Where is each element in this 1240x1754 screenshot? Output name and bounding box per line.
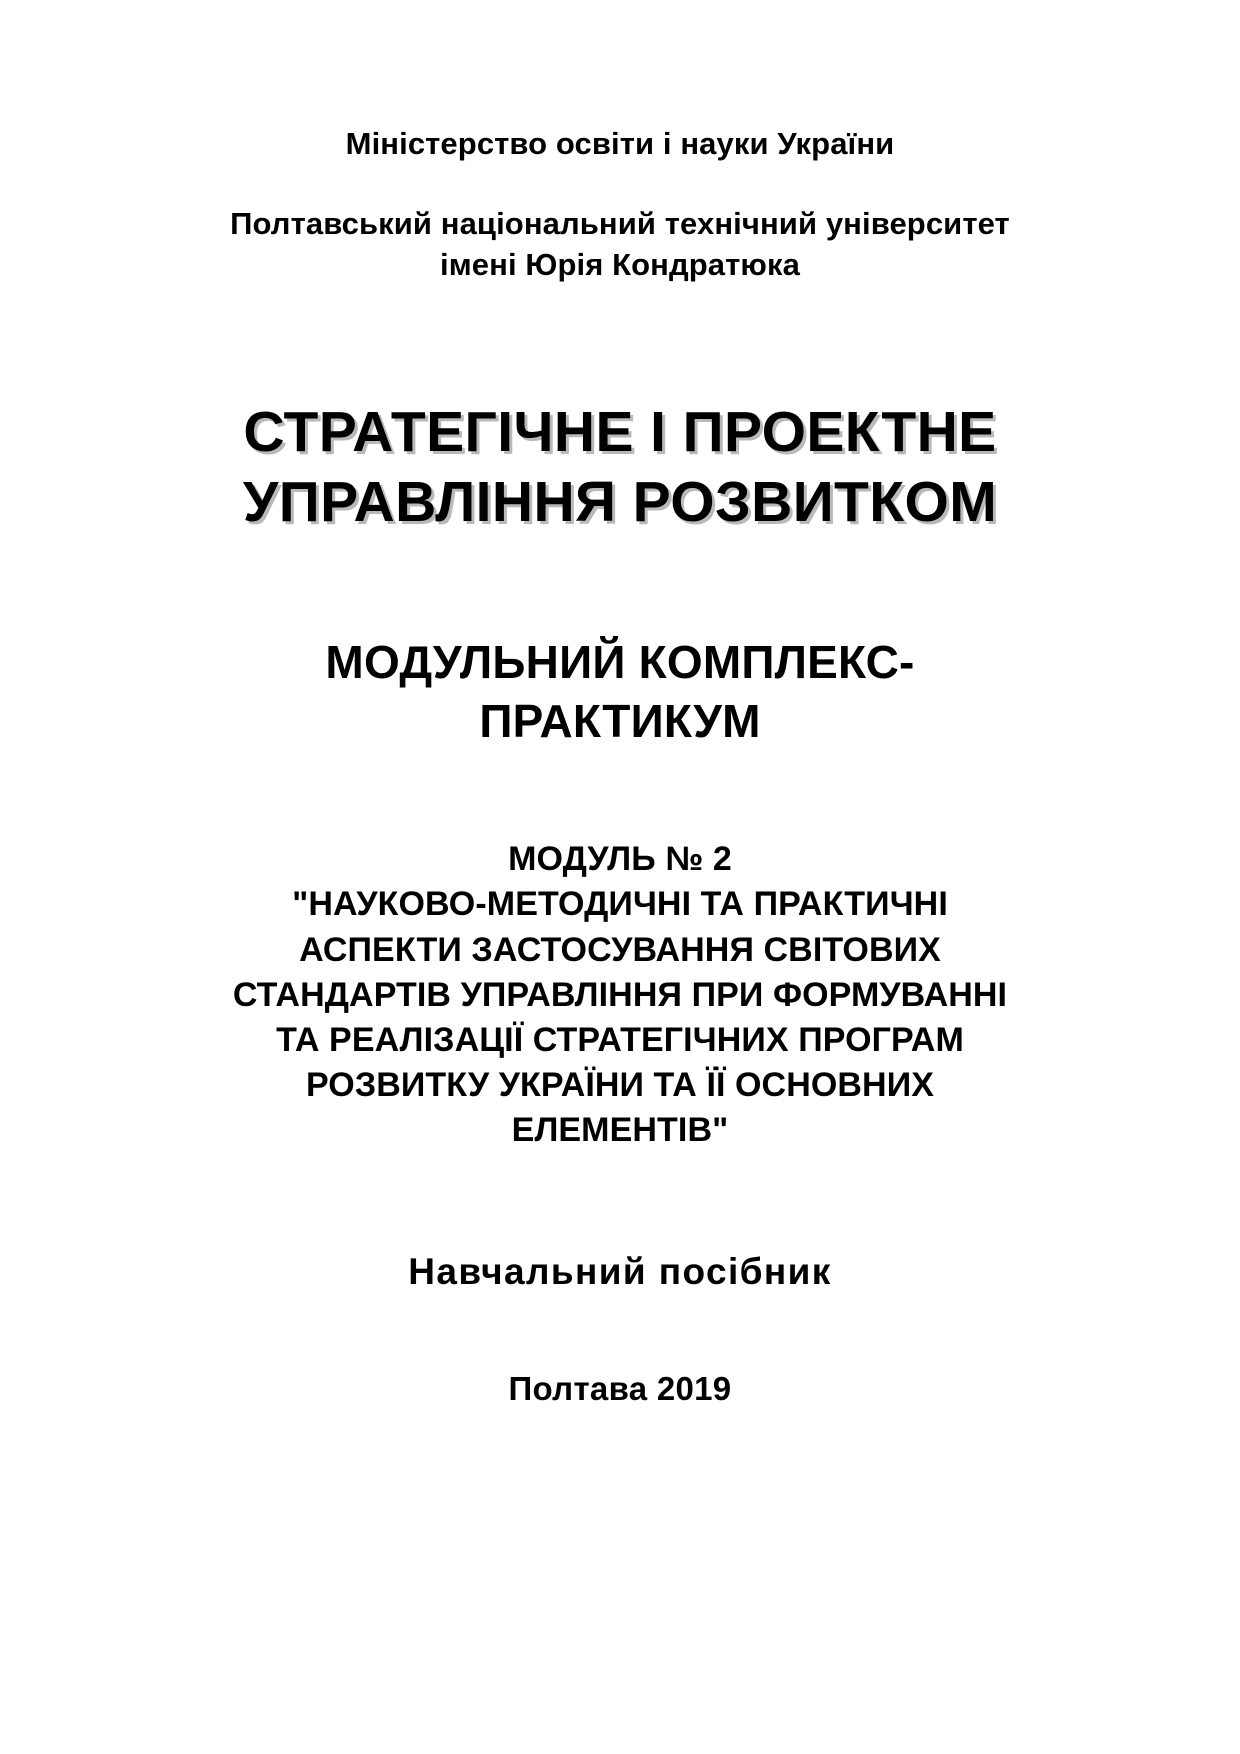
complex-subtitle <box>110 633 1130 751</box>
module-name-line: РОЗВИТКУ УКРАЇНИ ТА ЇЇ ОСНОВНИХ <box>305 1066 935 1105</box>
ministry-block <box>110 0 1130 163</box>
page-title <box>110 398 1130 537</box>
module-name-line: ТА РЕАЛІЗАЦІЇ СТРАТЕГІЧНИХ ПРОГРАМ <box>276 1020 964 1059</box>
module-name-line: ЕЛЕМЕНТІВ" <box>511 1111 729 1150</box>
complex-subtitle-line-2: ПРАКТИКУМ <box>479 695 761 748</box>
module-name-line: АСПЕКТИ ЗАСТОСУВАННЯ СВІТОВИХ <box>299 930 941 969</box>
university-name-line-1: Полтавський національний технічний університет <box>230 205 1010 241</box>
page-title-line-2: УПРАВЛІННЯ РОЗВИТКОМ <box>242 469 998 534</box>
imprint-place-year: Полтава 2019 <box>508 1370 732 1407</box>
module-name <box>110 882 1130 1153</box>
imprint-block <box>0 1370 1240 1408</box>
module-block <box>110 837 1130 1154</box>
publication-kind: Навчальний посібник <box>408 1250 832 1292</box>
module-number: МОДУЛЬ № 2 <box>508 840 732 879</box>
university-block <box>110 203 1130 287</box>
complex-subtitle-line-1: МОДУЛЬНИЙ КОМПЛЕКС- <box>325 636 915 689</box>
university-name-line-2: імені Юрія Кондратюка <box>440 247 800 283</box>
page-title-line-1: СТРАТЕГІЧНЕ І ПРОЕКТНЕ <box>243 400 997 465</box>
ministry-name: Міністерство освіти і науки України <box>345 126 895 161</box>
module-name-line: "НАУКОВО-МЕТОДИЧНІ ТА ПРАКТИЧНІ <box>292 885 948 924</box>
module-name-line: СТАНДАРТІВ УПРАВЛІННЯ ПРИ ФОРМУВАННІ <box>232 975 1008 1014</box>
